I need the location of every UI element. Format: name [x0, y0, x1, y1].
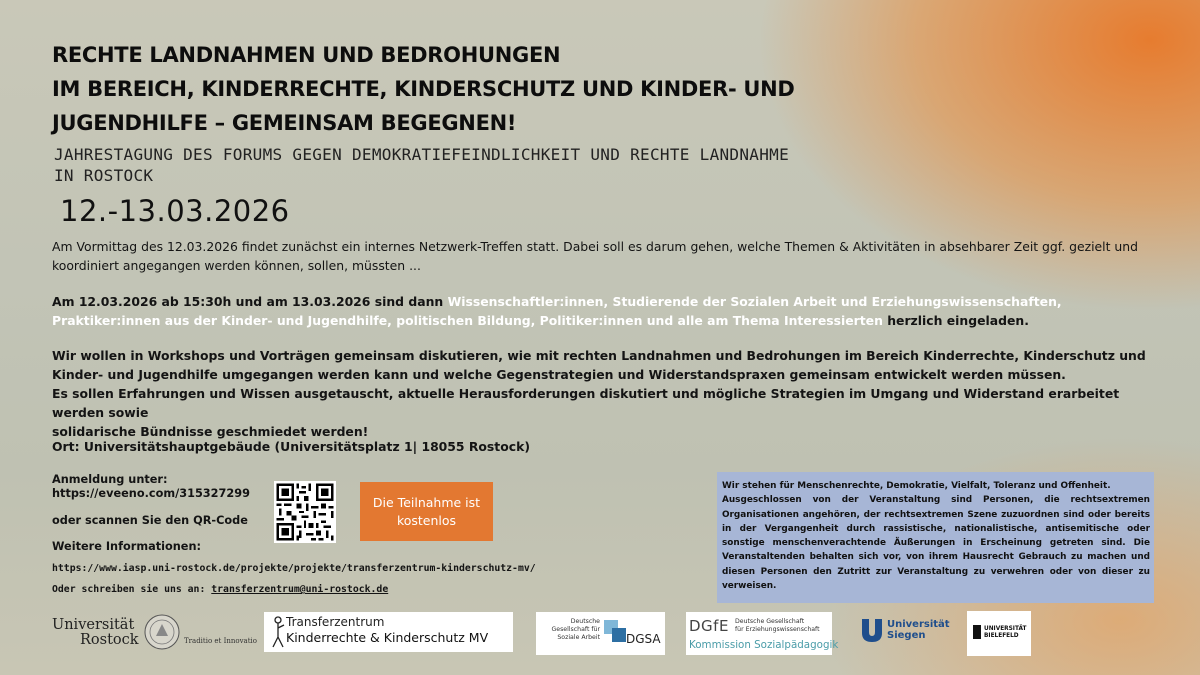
- subtitle-line-1: JAHRESTAGUNG DES FORUMS GEGEN DEMOKRATIEFEINDLICHKEIT UND RECHTE LANDNAHME: [54, 145, 790, 164]
- goals-line-4: solidarische Bündnisse geschmiedet werden!: [52, 424, 369, 439]
- siegen-line-1: Universität: [887, 619, 950, 630]
- dgsa-abbr: DGSA: [626, 632, 661, 646]
- location: Ort: Universitätshauptgebäude (Universitätsplatz 1| 18055 Rostock): [52, 439, 530, 454]
- contact-line: [52, 584, 388, 595]
- stick-figure-icon: [270, 615, 286, 649]
- event-subtitle: [54, 144, 789, 186]
- bielefeld-text: [984, 626, 1026, 640]
- logo-uni-siegen[interactable]: [860, 614, 950, 648]
- transfer-line-2: Kinderrechte & Kinderschutz MV: [286, 630, 489, 645]
- bielefeld-mark-icon: [973, 625, 981, 639]
- siegen-u-icon: [860, 617, 884, 643]
- dgsa-text-3: Soziale Arbeit: [557, 634, 600, 641]
- rostock-seal-icon: [144, 614, 180, 650]
- event-date: 12.-13.03.2026: [60, 194, 290, 228]
- rostock-name-2: Rostock: [80, 632, 139, 648]
- qr-hint: oder scannen Sie den QR-Code: [52, 514, 248, 527]
- notice-body: Ausgeschlossen von der Veranstaltung sind Personen, die rechtsextremen Organisationen angehören, der rechtsextremen Szene zuzuordnen sind oder bereits in der Vergangenheit durch rassistische, nationalistische, antisemitische oder sonstige menschenverachtende Äußerungen in Erscheinung getreten sind. Die Veranstaltenden behalten sich vor, von ihrem Hausrecht Gebrauch zu machen und diesen Personen den Zutritt zur Veranstaltung zu verwehren oder von dieser zu verweisen.: [722, 495, 1150, 592]
- intro-paragraph: Am Vormittag des 12.03.2026 findet zunächst ein internes Netzwerk-Treffen statt. Dabei soll es darum gehen, welche Themen & Aktivitäten in absehbarer Zeit ggf. gezielt und koordiniert angegangen werden können, sollen, müssten ...: [52, 239, 1138, 273]
- dgsa-mark-icon: [604, 620, 626, 644]
- dgfe-commission: Kommission Sozialpädagogik: [689, 639, 839, 651]
- bielefeld-line-1: UNIVERSITÄT: [984, 626, 1027, 632]
- transfer-line-1: Transferzentrum: [286, 615, 385, 629]
- title-line-1: RECHTE LANDNAHMEN UND BEDROHUNGEN: [52, 43, 561, 67]
- rostock-name-1: Universität: [52, 617, 135, 633]
- dgfe-text-2: für Erziehungswissenschaft: [735, 625, 820, 633]
- invitation-audience: Wissenschaftler:innen, Studierende der Sozialen Arbeit und Erziehungswissenschaften, Praktiker:innen aus der Kinder- und Jugendhilfe, politischen Bildung, Politiker:innen und alle am Thema Interessierten: [52, 294, 1062, 328]
- goals-line-1: Wir wollen in Workshops und Vorträgen gemeinsam diskutieren, wie mit rechten Landnahmen und Bedrohungen im Bereich Kinderrechte, Kinderschutz und: [52, 348, 1146, 363]
- event-title: [52, 38, 795, 140]
- invitation-paragraph: [52, 292, 1152, 330]
- qr-code[interactable]: [274, 481, 336, 543]
- dgsa-text: [540, 618, 600, 642]
- title-line-2: IM BEREICH, KINDERRECHTE, KINDERSCHUTZ UND KINDER- UND: [52, 77, 795, 101]
- logo-dgfe[interactable]: [686, 612, 839, 655]
- dgfe-text-1: Deutsche Gesellschaft: [735, 618, 805, 625]
- goals-line-2: Kinder- und Jugendhilfe umgegangen werden kann und welche Gegenstrategien und Widerstandspraxen gemeinsam entwickelt werden müssen.: [52, 367, 1066, 382]
- siegen-text: [887, 619, 950, 641]
- more-info-label: Weitere Informationen:: [52, 540, 202, 553]
- registration-link[interactable]: https://eveeno.com/315327299: [52, 487, 250, 500]
- policy-notice: [717, 472, 1154, 603]
- contact-prefix: Oder schreiben sie uns an:: [52, 584, 212, 595]
- invitation-suffix: herzlich eingeladen.: [882, 313, 1029, 328]
- subtitle-line-2: IN ROSTOCK: [54, 166, 154, 185]
- title-line-3: JUGENDHILFE – GEMEINSAM BEGEGNEN!: [52, 111, 517, 135]
- email-link[interactable]: transferzentrum@uni-rostock.de: [211, 584, 389, 595]
- dgsa-text-2: Gesellschaft für: [551, 626, 600, 633]
- goals-paragraph: [52, 346, 1152, 441]
- rostock-motto: Traditio et Innovatio: [184, 637, 257, 645]
- registration-label: Anmeldung unter:: [52, 473, 168, 486]
- notice-headline: Wir stehen für Menschenrechte, Demokratie, Vielfalt, Toleranz und Offenheit.: [722, 481, 1111, 491]
- goals-line-3: Es sollen Erfahrungen und Wissen ausgetauscht, aktuelle Herausforderungen diskutiert und mögliche Strategien im Umgang und Widerstand erarbeitet werden sowie: [52, 386, 1120, 420]
- dgfe-abbr: DGfE: [689, 617, 729, 635]
- info-link[interactable]: https://www.iasp.uni-rostock.de/projekte/projekte/transferzentrum-kinderschutz-mv/: [52, 563, 536, 574]
- free-participation-badge: Die Teilnahme ist kostenlos: [360, 482, 493, 541]
- dgsa-text-1: Deutsche: [570, 618, 600, 625]
- logo-dgsa[interactable]: [536, 612, 665, 655]
- logo-transferzentrum[interactable]: [264, 612, 513, 652]
- dgfe-text: [735, 618, 820, 633]
- logo-uni-rostock[interactable]: [52, 612, 257, 652]
- logo-uni-bielefeld[interactable]: [967, 611, 1031, 656]
- bielefeld-line-2: BIELEFELD: [984, 633, 1019, 639]
- siegen-line-2: Siegen: [887, 630, 926, 641]
- invitation-prefix: Am 12.03.2026 ab 15:30h und am 13.03.2026 sind dann: [52, 294, 448, 309]
